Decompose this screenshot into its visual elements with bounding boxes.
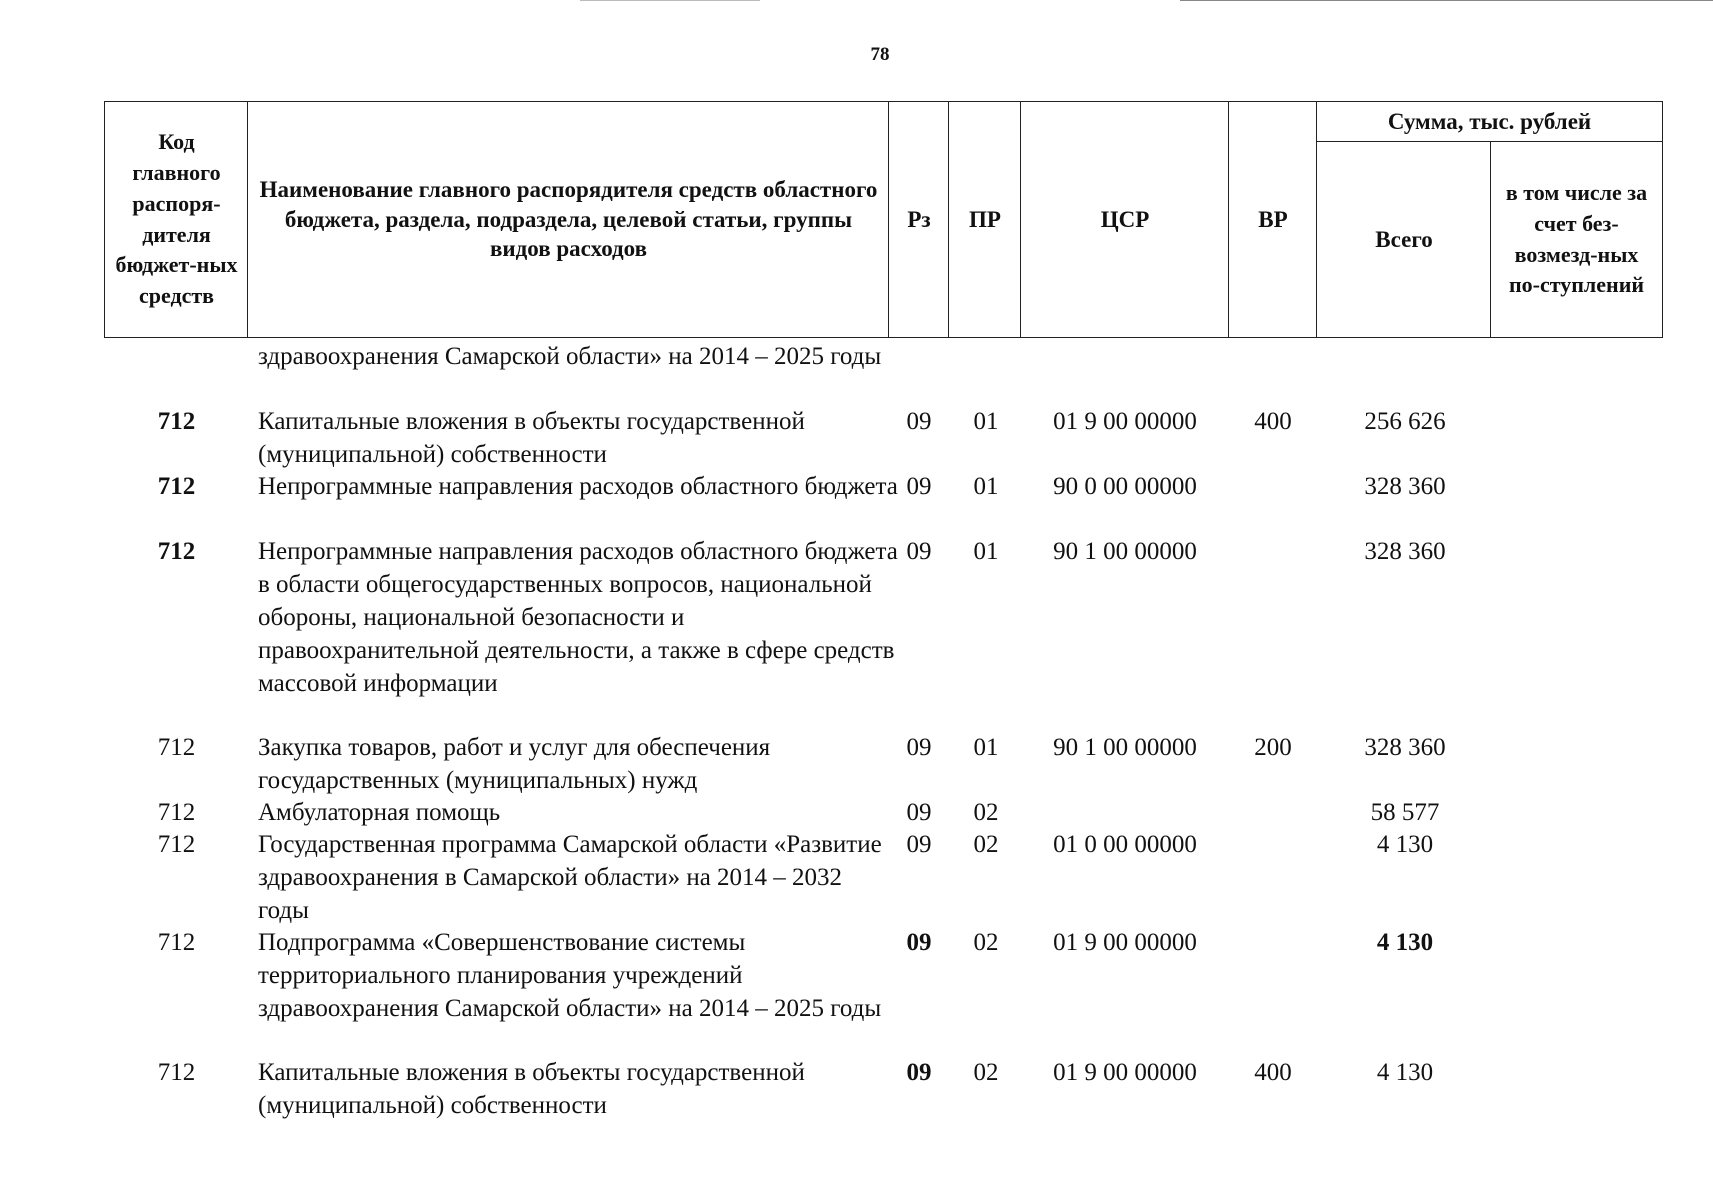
- row-rz: 09: [906, 831, 932, 858]
- row-rz: 09: [906, 408, 932, 435]
- header-code-label: Код главного распоря-дителя бюджет-ных средств: [115, 129, 238, 309]
- row-code: 712: [157, 799, 196, 826]
- row-name: Непрограммные направления расходов областного бюджета: [258, 473, 898, 500]
- row-pr: 01: [973, 734, 999, 761]
- row-csr: 01 9 00 00000: [1053, 408, 1197, 435]
- row-name: Подпрограмма «Совершенствование системы территориального планирования учреждений здравоохранения Самарской области» на 2014 – 2025 годы: [258, 929, 882, 1022]
- header-total-label: Всего: [1375, 226, 1433, 252]
- header-pr-label: ПР: [969, 206, 1001, 232]
- row-name: Капитальные вложения в объекты государственной (муниципальной) собственности: [258, 408, 805, 468]
- row-rz: 09: [906, 538, 932, 565]
- row-code: 712: [157, 538, 196, 565]
- row-rz: 09: [906, 799, 932, 826]
- row-rz: 09: [906, 734, 932, 761]
- row-name: Капитальные вложения в объекты государственной (муниципальной) собственности: [258, 1059, 805, 1119]
- header-free-label: в том числе за счет без-возмезд-ных по-ступлений: [1505, 179, 1648, 298]
- row-pr: 01: [973, 473, 999, 500]
- row-code: 712: [157, 408, 196, 435]
- row-csr: 01 9 00 00000: [1053, 929, 1197, 956]
- header-name: [247, 101, 890, 338]
- row-vr: 400: [1254, 1059, 1292, 1086]
- row-csr: 90 1 00 00000: [1053, 734, 1197, 761]
- page-number: 78: [870, 44, 890, 65]
- row-pr: 02: [973, 929, 999, 956]
- row-csr: 01 9 00 00000: [1053, 1059, 1197, 1086]
- row-total: 58 577: [1370, 799, 1440, 826]
- header-csr-label: ЦСР: [1100, 206, 1150, 232]
- row-vr: 200: [1254, 734, 1292, 761]
- row-rz: 09: [906, 1059, 932, 1086]
- header-name-label: Наименование главного распорядителя средств областного бюджета, раздела, подраздела, целевой статьи, группы видов расходов: [259, 176, 878, 262]
- scan-artifact: [580, 0, 760, 1]
- row-pr: 01: [973, 408, 999, 435]
- row-total: 256 626: [1364, 408, 1446, 435]
- row-pr: 02: [973, 831, 999, 858]
- row-code: 712: [157, 1059, 196, 1086]
- header-rz: [888, 101, 950, 338]
- header-sum: [1316, 101, 1663, 143]
- header-rz-label: Рз: [907, 206, 931, 232]
- header-pr: [948, 101, 1022, 338]
- header-csr: [1020, 101, 1230, 338]
- header-vr-label: ВР: [1258, 206, 1288, 232]
- row-name: Амбулаторная помощь: [258, 799, 501, 826]
- row-pr: 02: [973, 1059, 999, 1086]
- row-name: Государственная программа Самарской области «Развитие здравоохранения в Самарской области» на 2014 – 2032 годы: [258, 831, 882, 924]
- row-total: 328 360: [1364, 473, 1446, 500]
- header-code: [104, 101, 249, 338]
- scan-artifact: [1180, 0, 1713, 1]
- row-pr: 02: [973, 799, 999, 826]
- row-total: 328 360: [1364, 734, 1446, 761]
- row-vr: 400: [1254, 408, 1292, 435]
- row-total: 4 130: [1376, 929, 1434, 956]
- row-rz: 09: [906, 473, 932, 500]
- header-free: [1490, 141, 1663, 338]
- row-name: Непрограммные направления расходов областного бюджета в области общегосударственных вопросов, национальной обороны, национальной безопасности и правоохранительной деятельности, а также в сфере средств массовой информации: [258, 538, 898, 697]
- row-pr: 01: [973, 538, 999, 565]
- header-total: [1316, 141, 1492, 338]
- row-csr: 90 1 00 00000: [1053, 538, 1197, 565]
- row-name: здравоохранения Самарской области» на 2014 – 2025 годы: [258, 343, 882, 370]
- row-code: 712: [157, 929, 196, 956]
- row-name: Закупка товаров, работ и услуг для обеспечения государственных (муниципальных) нужд: [258, 734, 771, 794]
- row-code: 712: [157, 734, 196, 761]
- header-vr: [1228, 101, 1318, 338]
- row-total: 4 130: [1376, 1059, 1434, 1086]
- header-sum-label: Сумма, тыс. рублей: [1387, 109, 1592, 135]
- row-total: 328 360: [1364, 538, 1446, 565]
- row-code: 712: [157, 831, 196, 858]
- row-code: 712: [157, 473, 196, 500]
- row-rz: 09: [906, 929, 932, 956]
- row-csr: 01 0 00 00000: [1053, 831, 1197, 858]
- row-total: 4 130: [1376, 831, 1434, 858]
- row-csr: 90 0 00 00000: [1053, 473, 1197, 500]
